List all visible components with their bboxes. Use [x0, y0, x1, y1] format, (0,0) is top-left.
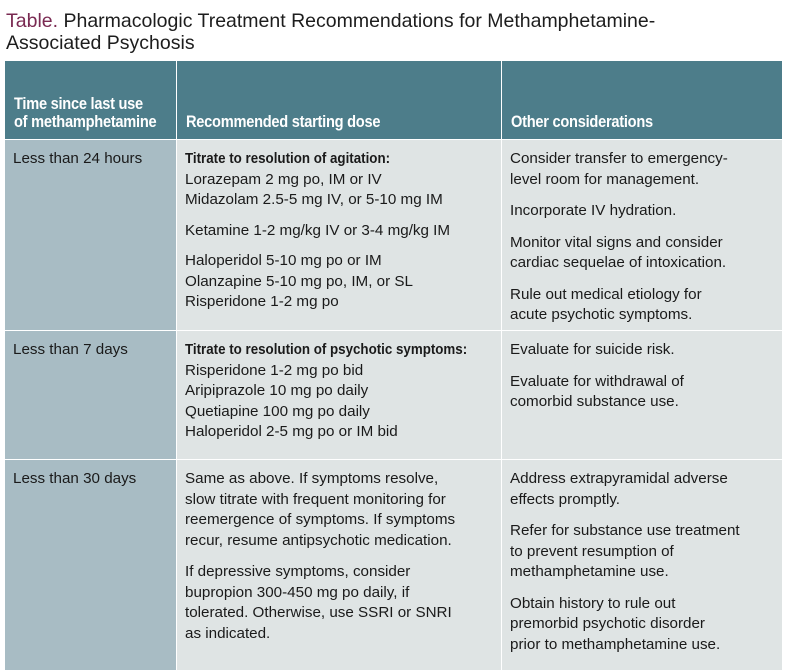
consideration: Consider transfer to emergency- level room for management.	[510, 150, 728, 188]
table-row	[5, 140, 782, 331]
dose-paragraph: If depressive symptoms, consider bupropion 300-450 mg po daily, if tolerated. Otherwise, use SSRI or SNRI as indicated.	[185, 563, 452, 642]
table-title-text-2: Associated Psychosis	[6, 32, 195, 54]
dose-cell: Titrate to resolution of agitation: Lorazepam 2 mg po, IM or IV Midazolam 2.5-5 mg IV, or 5-10 mg IM Ketamine 1-2 mg/kg IV or 3-4 mg/kg IM Haloperidol 5-10 mg po or IM Olanzapine 5-10 mg po, IM, or SL Risperidone 1-2 mg po	[177, 140, 502, 330]
consideration: Rule out medical etiology for acute psychotic symptoms.	[510, 285, 702, 323]
header-time-since-last-use: Time since last use of methamphetamine	[5, 61, 177, 139]
dose-label: Titrate to resolution of psychotic symptoms:	[185, 342, 468, 358]
time-cell: Less than 30 days	[5, 460, 177, 670]
time-cell: Less than 7 days	[5, 331, 177, 459]
header-recommended-dose: Recommended starting dose	[177, 61, 502, 139]
treatment-table	[5, 61, 782, 670]
considerations-cell	[502, 460, 782, 670]
table-header-row	[5, 61, 782, 140]
dose-label: Titrate to resolution of agitation:	[185, 151, 391, 167]
consideration: Evaluate for withdrawal of comorbid substance use.	[510, 372, 684, 410]
header-other-considerations: Other considerations	[511, 112, 653, 131]
consideration: Address extrapyramidal adverse effects promptly.	[510, 470, 728, 508]
table-row	[5, 460, 782, 670]
table-title-lead: Table.	[6, 10, 59, 32]
time-cell: Less than 24 hours	[5, 140, 177, 330]
considerations-cell	[502, 331, 782, 459]
dose-cell: Titrate to resolution of psychotic symptoms: Risperidone 1-2 mg po bid Aripiprazole 10 mg po daily Quetiapine 100 mg po daily Haloperidol 2-5 mg po or IM bid	[177, 331, 502, 459]
table-title	[6, 10, 776, 54]
consideration: Evaluate for suicide risk.	[510, 341, 675, 358]
table-row	[5, 331, 782, 460]
consideration: Incorporate IV hydration.	[510, 202, 677, 219]
consideration: Refer for substance use treatment to prevent resumption of methamphetamine use.	[510, 522, 740, 580]
dose-paragraph: Same as above. If symptoms resolve, slow titrate with frequent monitoring for reemergence of symptoms. If symptoms recur, resume antipsychotic medication.	[185, 470, 456, 549]
consideration: Monitor vital signs and consider cardiac sequelae of intoxication.	[510, 233, 727, 271]
table-title-text: Pharmacologic Treatment Recommendations for Methamphetamine-	[63, 10, 656, 32]
dose-cell	[177, 460, 502, 670]
considerations-cell	[502, 140, 782, 330]
consideration: Obtain history to rule out premorbid psychotic disorder prior to methamphetamine use.	[510, 594, 721, 653]
